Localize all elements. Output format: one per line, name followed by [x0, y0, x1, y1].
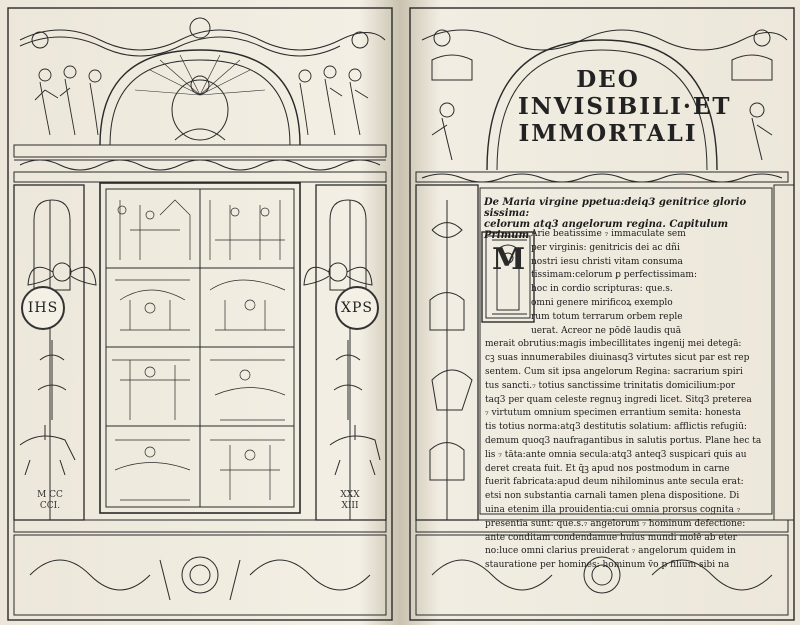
drop-cap-initial: M: [492, 242, 526, 277]
text-line: stauratione per homines: hominum v̄o p filium sibi na: [485, 560, 730, 571]
left-page: [0, 0, 398, 625]
text-line: ₇ virtutum omnium specimen errantium semita: honesta: [485, 408, 741, 419]
heading-line-2: celorum atq3 angelorum regina. Capitulum Primum: [484, 219, 729, 241]
ihs-monogram: IHS: [21, 286, 65, 330]
text-line: taq3 per quam celeste regnuꝫ ingredi licet. Sitq3 preterea: [485, 394, 752, 405]
page-title: [518, 66, 732, 147]
title-line-3: IMMORTALI: [518, 120, 698, 147]
text-line: uina etenim illa prouidentia:cui omnia prorsus cognita ₇: [485, 504, 741, 515]
text-line: deret creata fuit. Et q̄ꝫ apud nos postmodum in carne: [485, 463, 730, 474]
text-line: etsi non substantia carnali tamen plena dispositione. Di: [485, 491, 740, 502]
heading-line-1: De Maria virgine ppetua:deiq3 genitrice glorio​sissima:: [484, 197, 747, 219]
title-line-2: INVISIBILI·ET: [518, 93, 732, 120]
date-left-line-2: CCI.: [39, 501, 61, 511]
body-text: [485, 228, 767, 573]
text-line: uerat. Acreor ne pōdē laudis quā: [531, 325, 682, 336]
text-line: presentia sunt: que.s.₇ angelorum ₇ hominum defectione:: [485, 518, 746, 529]
text-line: per virginis: genitricis dei ac dñi: [531, 242, 680, 253]
text-line: tissimam:celorum ꝑ perfectissimam:: [531, 270, 697, 281]
text-line: cꝫ suas innumerabiles diuinasq3 virtutes sicut par est rep: [485, 353, 750, 364]
text-line: sentem. Cum sit ipsa angelorum Regina: sacrarium spiri: [485, 366, 743, 377]
text-line: merait obrutius:magis imbecillitates ingenij mei detegā:: [485, 339, 742, 350]
text-line: omni genere mirificoꝝ exemplo: [531, 297, 673, 308]
text-line: tus sancti.₇ totius sanctissime trinitatis domicilium:por: [485, 380, 736, 391]
text-line: Arie beatissime ₇ immaculate sem: [531, 229, 686, 239]
title-line-1: DEO: [576, 66, 640, 93]
text-line: demum quoq3 naufragantibus in salutis portus. Plane hec ta: [485, 435, 762, 446]
date-right-line-1: XXX: [340, 490, 360, 500]
text-line: tis totius norma:atq3 destitutis solatium: afflictis refugiū:: [485, 422, 747, 433]
text-line: no:luce omni clarius preuiderat ₇ angelorum quidem in: [485, 546, 736, 557]
text-line: rum totum terrarum orbem reple: [531, 311, 683, 322]
text-line: nostri iesu christi vitam consuma: [531, 256, 683, 267]
date-right: [330, 490, 370, 512]
text-line: fuerit fabricata:apud deum nihilominus ante secula erat:: [485, 477, 744, 488]
date-right-line-2: XIII: [341, 501, 359, 511]
text-line: hoc in cordio scripturas: que.s.: [531, 284, 673, 295]
text-line: ante conditam condendamue huius mundi molē ab eter: [485, 532, 737, 543]
date-left: [30, 490, 70, 512]
text-line: lis ₇ tāta:ante omnia secula:atq3 anteq3 suspicari quis au: [485, 449, 747, 460]
date-left-line-1: M CC: [37, 490, 63, 500]
xps-monogram: XPS: [335, 286, 379, 330]
